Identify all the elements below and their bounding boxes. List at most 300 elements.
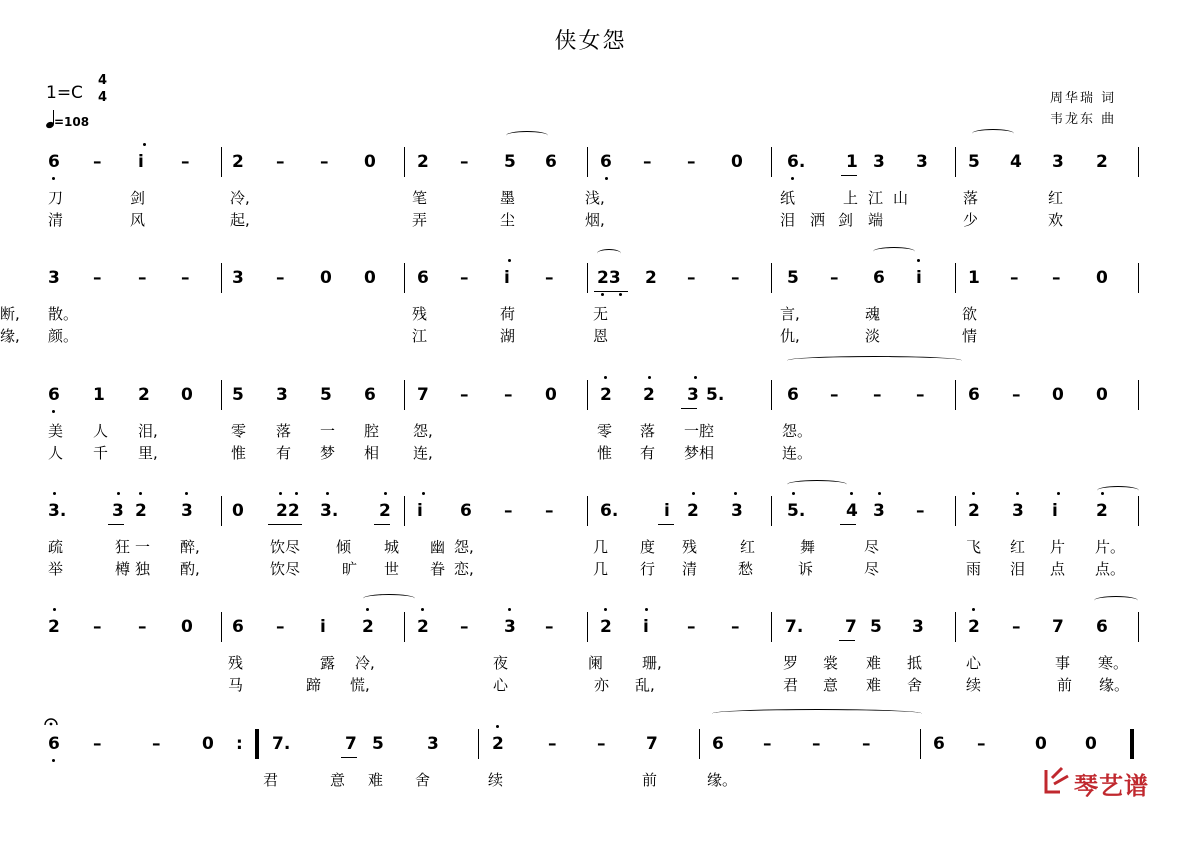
lyric-syllable: 樽	[115, 560, 131, 578]
lyric-syllable: 心	[493, 676, 509, 694]
octave-dot	[52, 410, 55, 413]
lyric-syllable: 颜。	[48, 327, 79, 345]
notation-line	[0, 612, 1181, 642]
lyric-syllable: 泪,	[138, 422, 158, 440]
lyric-syllable: 泪	[780, 211, 796, 229]
barline	[587, 147, 588, 177]
lyric-syllable: 愁	[738, 560, 754, 578]
octave-dot	[645, 608, 648, 611]
lyric-syllable: 美	[48, 422, 64, 440]
lyric-syllable: 情	[962, 327, 978, 345]
note: 3	[112, 501, 124, 521]
lyric-syllable: 缘。	[707, 771, 738, 789]
note: 5	[372, 734, 384, 754]
note: 6	[933, 734, 945, 754]
lyric-syllable: 人	[48, 444, 64, 462]
octave-dot	[279, 492, 282, 495]
octave-dot	[422, 492, 425, 495]
dash-mark: –	[93, 268, 102, 288]
octave-dot	[791, 177, 794, 180]
dash-mark: –	[276, 152, 285, 172]
barline	[587, 380, 588, 410]
barline	[1130, 729, 1134, 759]
octave-dot	[605, 177, 608, 180]
dash-mark: –	[1052, 268, 1061, 288]
note: 5.	[787, 501, 806, 521]
lyric-syllable: 意	[823, 676, 839, 694]
note: 3	[181, 501, 193, 521]
tempo-marking	[46, 110, 89, 129]
note: 5	[232, 385, 244, 405]
note: 2	[600, 617, 612, 637]
score-row	[0, 380, 1181, 500]
octave-dot	[508, 259, 511, 262]
lyric-syllable: 洒	[810, 211, 826, 229]
lyric-syllable: 前	[642, 771, 658, 789]
note: 6	[48, 152, 60, 172]
dash-mark: –	[460, 385, 469, 405]
lyric-syllable: 江	[412, 327, 428, 345]
dash-mark: –	[181, 152, 190, 172]
lyric-syllable: 事	[1055, 654, 1071, 672]
note: 2	[968, 501, 980, 521]
octave-dot	[694, 376, 697, 379]
dash-mark: –	[504, 501, 513, 521]
dash-mark: –	[181, 268, 190, 288]
note: 6	[417, 268, 429, 288]
lyric-syllable: 怨,	[413, 422, 433, 440]
barline	[699, 729, 700, 759]
duration-underline	[374, 524, 390, 525]
slur	[363, 594, 415, 603]
duration-underline	[108, 524, 124, 525]
note: 3	[48, 268, 60, 288]
lyric-syllable: 片。	[1095, 538, 1126, 556]
octave-dot	[52, 177, 55, 180]
note: 2	[687, 501, 699, 521]
lyric-syllable: 露	[320, 654, 336, 672]
dash-mark: –	[1012, 385, 1021, 405]
lyric-syllable: 尘	[500, 211, 516, 229]
dash-mark: –	[545, 268, 554, 288]
octave-dot	[496, 725, 499, 728]
dash-mark: –	[687, 152, 696, 172]
note: 6	[712, 734, 724, 754]
note: 4	[1010, 152, 1022, 172]
notation-line	[0, 729, 1181, 759]
lyric-syllable: 难	[866, 654, 882, 672]
note: 6.	[787, 152, 806, 172]
lyric-syllable: 里,	[138, 444, 158, 462]
octave-dot	[366, 608, 369, 611]
barline	[1138, 263, 1139, 293]
dash-mark: –	[687, 268, 696, 288]
lyric-syllable: 饮尽	[270, 560, 301, 578]
note: 5.	[706, 385, 725, 405]
score-row	[0, 496, 1181, 616]
note: 3	[873, 501, 885, 521]
octave-dot	[648, 376, 651, 379]
lyric-syllable: 君	[783, 676, 799, 694]
barline	[587, 612, 588, 642]
lyric-syllable: 续	[488, 771, 504, 789]
note: 3.	[320, 501, 339, 521]
lyric-syllable: 缘,	[0, 327, 20, 345]
note: 0	[545, 385, 557, 405]
lyric-syllable: 珊,	[642, 654, 662, 672]
composer-credit: 韦龙东 曲	[1050, 112, 1117, 127]
note: 5	[968, 152, 980, 172]
barline	[771, 263, 772, 293]
octave-dot	[601, 293, 604, 296]
slur	[972, 129, 1014, 138]
note: 0	[181, 617, 193, 637]
barline	[221, 496, 222, 526]
duration-underline	[658, 524, 674, 525]
slur	[506, 131, 548, 140]
lyric-syllable: 狂	[115, 538, 131, 556]
lyric-syllable: 少	[963, 211, 979, 229]
note: 6	[232, 617, 244, 637]
note: i	[1052, 501, 1058, 521]
lyric-syllable: 疏	[48, 538, 64, 556]
lyric-syllable: 夜	[493, 654, 509, 672]
note: 6	[600, 152, 612, 172]
dash-mark: –	[93, 734, 102, 754]
lyric-syllable: 惟	[231, 444, 247, 462]
lyric-syllable: 眷	[430, 560, 446, 578]
key-signature: 1=C	[46, 83, 83, 103]
tempo-value: =108	[54, 115, 90, 129]
notation-line	[0, 263, 1181, 293]
barline	[955, 496, 956, 526]
lyric-syllable: 浅,	[585, 189, 605, 207]
octave-dot	[972, 492, 975, 495]
dash-mark: –	[862, 734, 871, 754]
notation-line	[0, 380, 1181, 410]
note: 5	[504, 152, 516, 172]
lyric-syllable: 刀	[48, 189, 64, 207]
lyric-syllable: 怨,	[454, 538, 474, 556]
dash-mark: –	[873, 385, 882, 405]
note: 0	[1096, 268, 1108, 288]
barline	[771, 612, 772, 642]
lyric-syllable: 蹄	[306, 676, 322, 694]
lyric-syllable: 梦	[320, 444, 336, 462]
lyric-syllable: 千	[93, 444, 109, 462]
slur	[1094, 596, 1138, 605]
note: 6	[545, 152, 557, 172]
lyric-syllable: 欲	[962, 305, 978, 323]
lyric-syllable: 人	[93, 422, 109, 440]
lyric-syllable: 罗	[783, 654, 799, 672]
duration-underline	[841, 175, 857, 176]
note: 0	[320, 268, 332, 288]
lyric-syllable: 惟	[597, 444, 613, 462]
note: 6	[48, 385, 60, 405]
lyric-syllable: 饮尽	[270, 538, 301, 556]
lyric-syllable: 纸	[780, 189, 796, 207]
note: 6	[460, 501, 472, 521]
note: 2	[417, 152, 429, 172]
lyric-syllable: 乱,	[635, 676, 655, 694]
note: 2	[135, 501, 147, 521]
note: 6	[1096, 617, 1108, 637]
lyric-syllable: 抵	[907, 654, 923, 672]
dash-mark: –	[545, 501, 554, 521]
lyric-syllable: 红	[1048, 189, 1064, 207]
lyric-syllable: 马	[228, 676, 244, 694]
note: 7.	[272, 734, 291, 754]
barline	[404, 380, 405, 410]
octave-dot	[185, 492, 188, 495]
lyric-syllable: 剑	[838, 211, 854, 229]
lyric-syllable: 阑	[588, 654, 604, 672]
octave-dot	[295, 492, 298, 495]
lyric-syllable: 行	[640, 560, 656, 578]
lyric-syllable: 墨	[500, 189, 516, 207]
note: 6	[787, 385, 799, 405]
dash-mark: –	[731, 268, 740, 288]
note: 2	[362, 617, 374, 637]
time-signature-numerator: 4	[98, 73, 108, 88]
dash-mark: –	[93, 152, 102, 172]
slur	[597, 249, 621, 258]
slur	[873, 247, 915, 256]
lyric-syllable: 独	[135, 560, 151, 578]
dash-mark: –	[93, 617, 102, 637]
note: 3	[427, 734, 439, 754]
dash-mark: –	[460, 152, 469, 172]
note: 0	[181, 385, 193, 405]
barline	[404, 147, 405, 177]
fermata-icon	[44, 714, 58, 728]
barline	[955, 147, 956, 177]
note: :	[236, 734, 243, 754]
note: 7	[417, 385, 429, 405]
lyric-syllable: 相	[364, 444, 380, 462]
note: 2	[1096, 501, 1108, 521]
lyric-syllable: 城	[384, 538, 400, 556]
dash-mark: –	[687, 617, 696, 637]
octave-dot	[734, 492, 737, 495]
lyric-syllable: 举	[48, 560, 64, 578]
octave-dot	[604, 376, 607, 379]
notation-line	[0, 496, 1181, 526]
barline	[771, 380, 772, 410]
lyric-syllable: 雨	[966, 560, 982, 578]
duration-underline	[594, 291, 628, 292]
lyric-syllable: 梦相	[684, 444, 715, 462]
barline	[221, 263, 222, 293]
lyric-syllable: 烟,	[585, 211, 605, 229]
octave-dot	[604, 608, 607, 611]
score-row	[0, 729, 1181, 849]
note: i	[138, 152, 144, 172]
dash-mark: –	[138, 268, 147, 288]
lyric-syllable: 幽	[430, 538, 446, 556]
lyric-syllable: 寒。	[1098, 654, 1129, 672]
lyric-syllable: 片	[1050, 538, 1066, 556]
note: i	[417, 501, 423, 521]
note: 5	[870, 617, 882, 637]
dash-mark: –	[1010, 268, 1019, 288]
note: 4	[846, 501, 858, 521]
lyric-syllable: 泪	[1010, 560, 1026, 578]
octave-dot	[1101, 492, 1104, 495]
dash-mark: –	[1012, 617, 1021, 637]
barline	[955, 380, 956, 410]
lyric-syllable: 点。	[1095, 560, 1126, 578]
dash-mark: –	[504, 385, 513, 405]
lyric-syllable: 亦	[594, 676, 610, 694]
dash-mark: –	[460, 268, 469, 288]
lyric-syllable: 弄	[412, 211, 428, 229]
score-row	[0, 263, 1181, 383]
barline	[955, 263, 956, 293]
lyric-syllable: 连。	[782, 444, 813, 462]
lyric-syllable: 酌,	[180, 560, 200, 578]
note: 22	[276, 501, 300, 521]
lyric-syllable: 荷	[500, 305, 516, 323]
dash-mark: –	[545, 617, 554, 637]
note: 2	[379, 501, 391, 521]
lyric-syllable: 舍	[415, 771, 431, 789]
octave-dot	[619, 293, 622, 296]
note: 3	[232, 268, 244, 288]
note: 5	[787, 268, 799, 288]
dash-mark: –	[548, 734, 557, 754]
lyric-syllable: 风	[130, 211, 146, 229]
note: 6	[364, 385, 376, 405]
lyric-syllable: 醉,	[180, 538, 200, 556]
lyric-syllable: 世	[384, 560, 400, 578]
note: 3.	[48, 501, 67, 521]
barline	[404, 612, 405, 642]
barline	[221, 612, 222, 642]
lyric-syllable: 慌,	[350, 676, 370, 694]
barline	[587, 263, 588, 293]
octave-dot	[384, 492, 387, 495]
barline	[1138, 496, 1139, 526]
note: 1	[846, 152, 858, 172]
octave-dot	[117, 492, 120, 495]
lyric-syllable: 点	[1050, 560, 1066, 578]
lyric-syllable: 飞	[966, 538, 982, 556]
lyric-syllable: 诉	[798, 560, 814, 578]
dash-mark: –	[138, 617, 147, 637]
lyric-syllable: 红	[1010, 538, 1026, 556]
note: 1	[93, 385, 105, 405]
note: 0	[731, 152, 743, 172]
slur	[712, 709, 922, 718]
octave-dot	[1016, 492, 1019, 495]
lyric-syllable: 残	[412, 305, 428, 323]
barline	[1138, 147, 1139, 177]
lyric-syllable: 魂	[865, 305, 881, 323]
barline	[221, 147, 222, 177]
note: i	[643, 617, 649, 637]
note: 0	[364, 152, 376, 172]
note: 0	[202, 734, 214, 754]
note: 7	[345, 734, 357, 754]
lyric-syllable: 冷,	[230, 189, 250, 207]
dash-mark: –	[597, 734, 606, 754]
dash-mark: –	[830, 268, 839, 288]
barline	[1138, 612, 1139, 642]
lyric-syllable: 难	[866, 676, 882, 694]
barline	[771, 147, 772, 177]
lyric-syllable: 落	[276, 422, 292, 440]
score-row	[0, 612, 1181, 732]
dash-mark: –	[977, 734, 986, 754]
note: 6	[48, 734, 60, 754]
lyric-syllable: 残	[682, 538, 698, 556]
notation-line	[0, 147, 1181, 177]
lyric-syllable: 旷	[342, 560, 358, 578]
lyric-syllable: 几	[593, 560, 609, 578]
lyric-syllable: 腔	[364, 422, 380, 440]
lyric-syllable: 一腔	[684, 422, 715, 440]
duration-underline	[840, 524, 856, 525]
note: 2	[492, 734, 504, 754]
lyric-syllable: 续	[966, 676, 982, 694]
note: 0	[364, 268, 376, 288]
time-signature-denominator: 4	[98, 90, 108, 105]
octave-dot	[326, 492, 329, 495]
note: i	[504, 268, 510, 288]
note: 0	[1085, 734, 1097, 754]
note: 7.	[785, 617, 804, 637]
octave-dot	[972, 608, 975, 611]
note: i	[664, 501, 670, 521]
lyric-syllable: 几	[593, 538, 609, 556]
lyric-syllable: 恋,	[454, 560, 474, 578]
lyric-syllable: 倾	[336, 538, 352, 556]
octave-dot	[917, 259, 920, 262]
octave-dot	[692, 492, 695, 495]
note: 5	[320, 385, 332, 405]
lyric-syllable: 零	[597, 422, 613, 440]
lyric-syllable: 散。	[48, 305, 79, 323]
lyric-syllable: 裳	[823, 654, 839, 672]
lyric-syllable: 心	[966, 654, 982, 672]
octave-dot	[792, 492, 795, 495]
note: 3	[504, 617, 516, 637]
lyric-syllable: 尽	[864, 560, 880, 578]
barline	[771, 496, 772, 526]
lyric-syllable: 断,	[0, 305, 20, 323]
lyric-syllable: 端	[868, 211, 884, 229]
lyric-syllable: 残	[228, 654, 244, 672]
dash-mark: –	[812, 734, 821, 754]
lyric-syllable: 上	[843, 189, 859, 207]
lyric-syllable: 湖	[500, 327, 516, 345]
lyric-syllable: 连,	[413, 444, 433, 462]
lyric-syllable: 起,	[230, 211, 250, 229]
score-row	[0, 147, 1181, 267]
lyric-syllable: 山	[893, 189, 909, 207]
dash-mark: –	[276, 268, 285, 288]
note: 2	[138, 385, 150, 405]
watermark-text: 琴艺谱	[1074, 772, 1149, 800]
octave-dot	[53, 492, 56, 495]
duration-underline	[839, 640, 855, 641]
note: 7	[646, 734, 658, 754]
lyric-syllable: 尽	[864, 538, 880, 556]
note: 7	[845, 617, 857, 637]
note: 0	[232, 501, 244, 521]
